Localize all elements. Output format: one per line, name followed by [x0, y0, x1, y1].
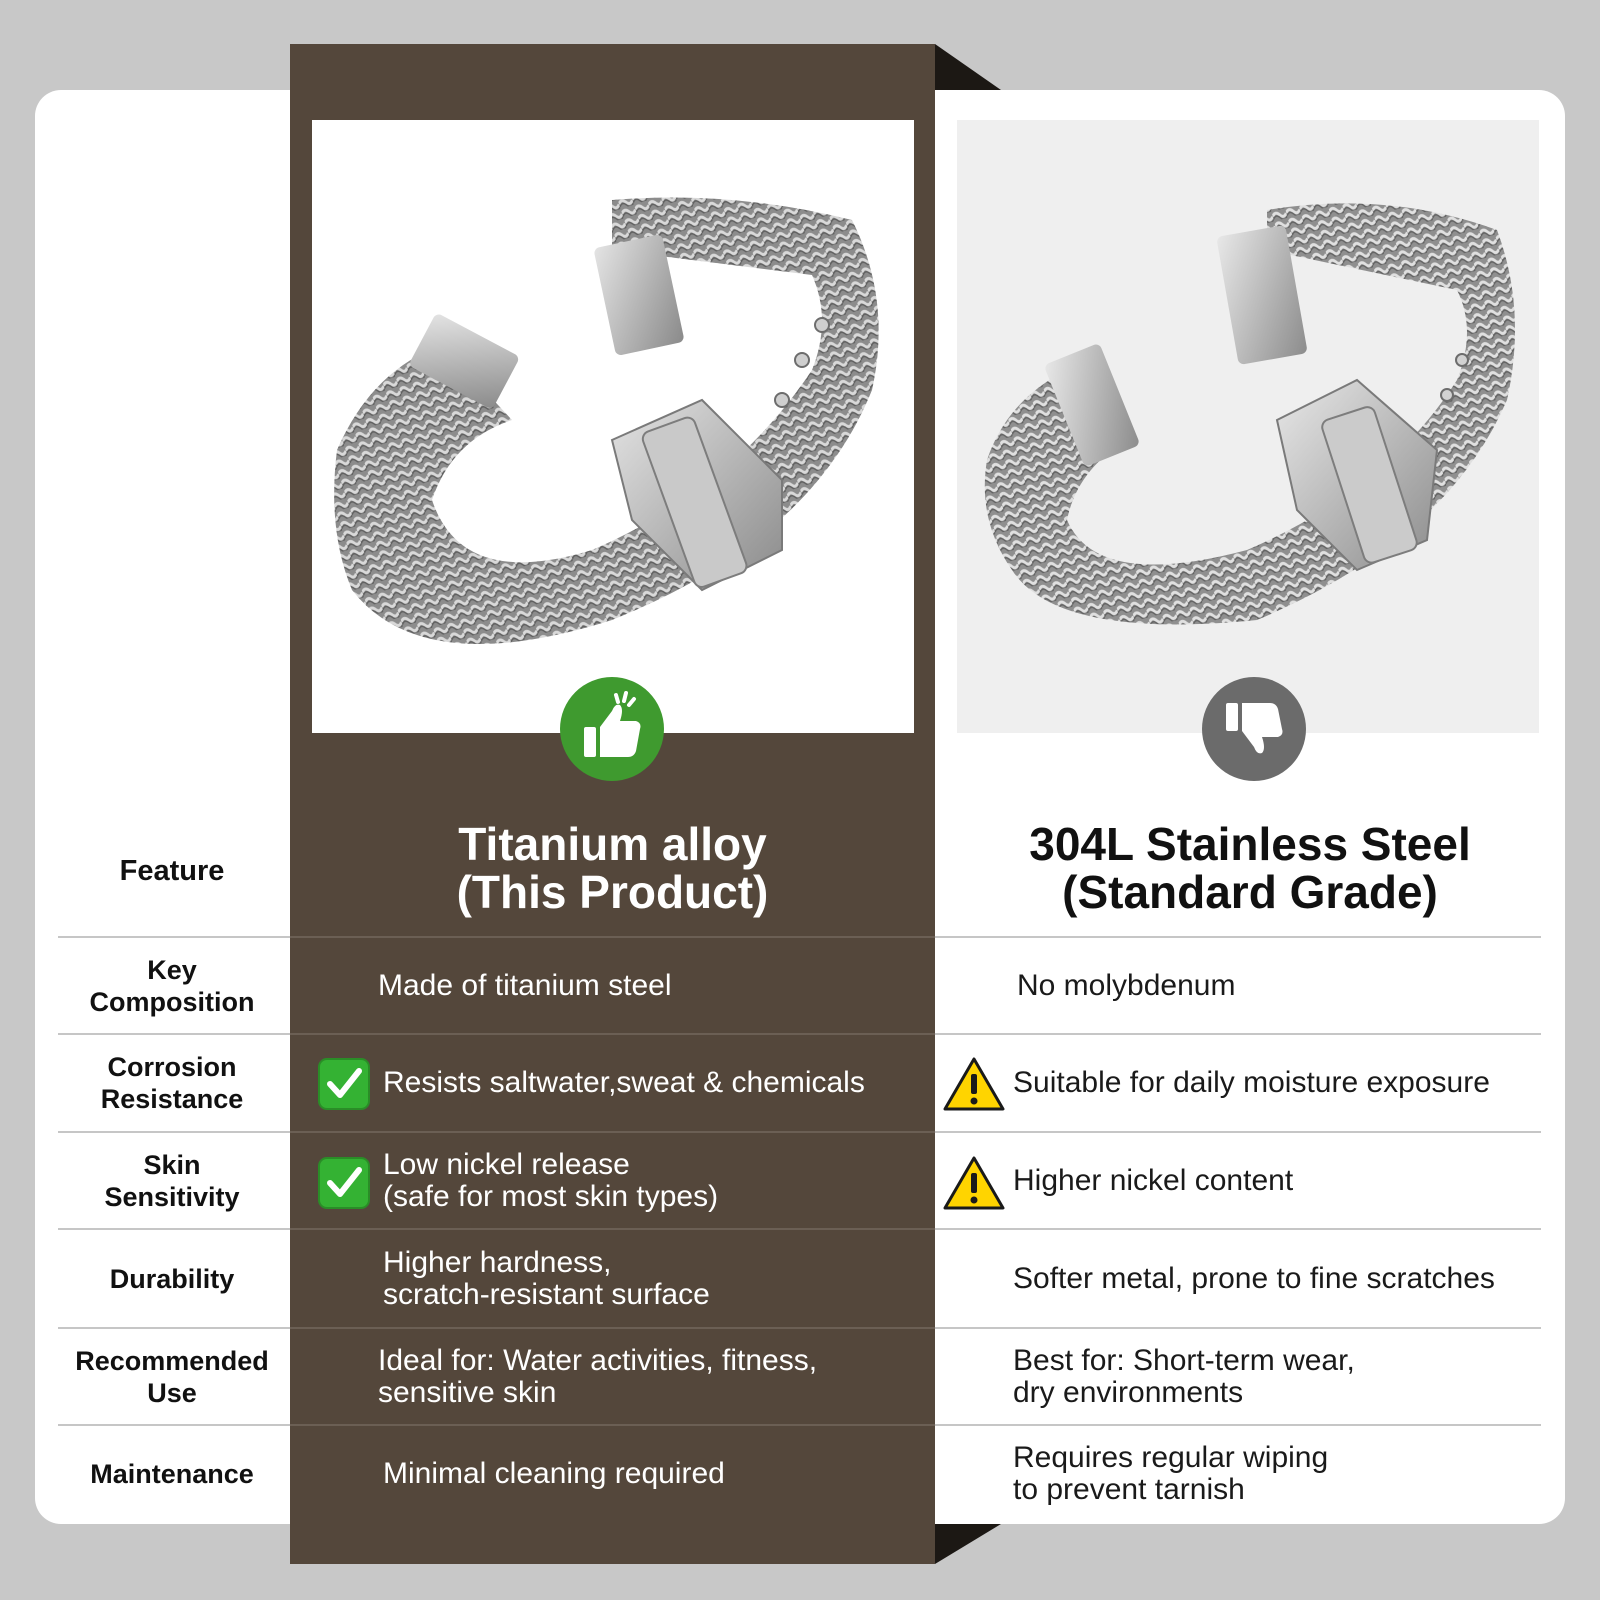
row-label-line: Durability [109, 1263, 235, 1294]
steel-corrosion-resistance [1013, 1035, 1558, 1131]
row-label-line: Maintenance [90, 1459, 254, 1489]
titanium-key-composition [378, 938, 928, 1033]
titanium-skin-sensitivity [383, 1133, 933, 1228]
cell-line: Resists saltwater,sweat & chemicals [383, 1066, 865, 1099]
row-label-maintenance [58, 1426, 286, 1522]
steel-skin-sensitivity [1013, 1133, 1558, 1228]
cell-line: dry environments [1013, 1375, 1244, 1409]
steel-recommended-use [1013, 1329, 1558, 1424]
check-mark-icon [318, 1157, 370, 1209]
row-label-line: Resistance [100, 1084, 244, 1114]
ribbon-fold-top [935, 44, 1001, 90]
cell-line: Low nickel release [383, 1147, 630, 1181]
cell-line: sensitive skin [378, 1375, 557, 1409]
titanium-maintenance [383, 1426, 933, 1522]
cell-line: Minimal cleaning required [383, 1457, 725, 1490]
cell-line: Ideal for: Water activities, fitness, [378, 1343, 818, 1377]
titanium-corrosion-resistance [383, 1035, 933, 1131]
titanium-recommended-use [378, 1329, 933, 1424]
thumbs-up-icon [560, 677, 664, 781]
stainless-steel-strap-image [957, 120, 1539, 733]
cell-line: to prevent tarnish [1013, 1473, 1245, 1506]
cell-line: Suitable for daily moisture exposure [1013, 1066, 1490, 1099]
warning-icon [942, 1155, 1006, 1211]
row-label-key-composition [58, 938, 286, 1033]
thumbs-down-icon [1202, 677, 1306, 781]
cell-line: Made of titanium steel [378, 968, 672, 1002]
row-label-line: Use [147, 1377, 197, 1408]
row-label-skin-sensitivity [58, 1133, 286, 1228]
feature-column-header: Feature [119, 855, 225, 887]
cell-line: No molybdenum [1017, 968, 1236, 1002]
titanium-strap-image [312, 120, 914, 733]
row-label-line: Corrosion [107, 1052, 237, 1082]
titanium-header-line2: (This Product) [456, 866, 769, 918]
check-mark-icon [318, 1058, 370, 1110]
row-label-durability [58, 1230, 286, 1327]
cell-line: Higher hardness, [383, 1245, 612, 1279]
warning-icon [942, 1056, 1006, 1112]
titanium-durability [383, 1230, 933, 1327]
cell-line: Requires regular wiping [1013, 1441, 1329, 1474]
steel-header-line1: 304L Stainless Steel [1029, 818, 1471, 870]
cell-line: (safe for most skin types) [383, 1179, 719, 1213]
steel-maintenance [1013, 1426, 1558, 1522]
row-label-line: Composition [89, 986, 255, 1017]
steel-header-line2: (Standard Grade) [1062, 866, 1438, 918]
row-label-corrosion-resistance [58, 1035, 286, 1131]
cell-line: scratch-resistant surface [383, 1277, 710, 1311]
row-label-line: Sensitivity [104, 1181, 240, 1212]
steel-durability [1013, 1230, 1558, 1327]
steel-column-header [935, 820, 1565, 916]
cell-line: Softer metal, prone to fine scratches [1013, 1261, 1495, 1295]
cell-line: Higher nickel content [1013, 1163, 1294, 1197]
titanium-column-header [290, 820, 935, 916]
steel-key-composition [1017, 938, 1557, 1033]
cell-line: Best for: Short-term wear, [1013, 1343, 1355, 1377]
row-label-line: Key [147, 954, 197, 985]
titanium-header-line1: Titanium alloy [458, 818, 767, 870]
row-label-line: Recommended [75, 1345, 269, 1376]
row-label-line: Skin [143, 1149, 201, 1180]
row-label-recommended-use [58, 1329, 286, 1424]
ribbon-fold-bottom [935, 1524, 1001, 1564]
